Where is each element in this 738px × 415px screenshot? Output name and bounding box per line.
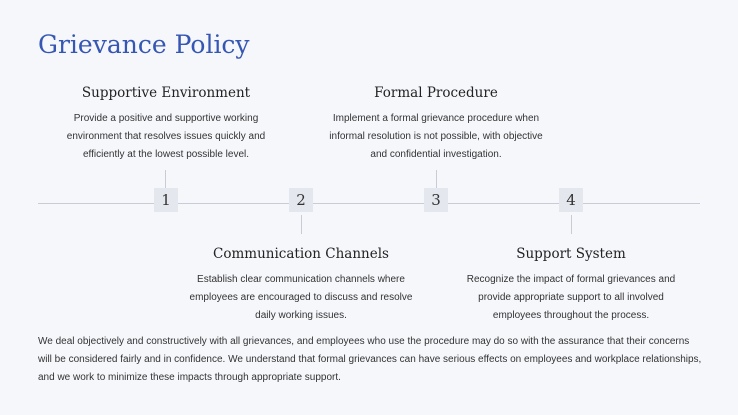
timeline-line xyxy=(38,203,700,204)
step-1-description: Provide a positive and supportive working environment that resolves issues quickly and efficiently at the lowest possible level. xyxy=(66,113,266,160)
step-number-1: 1 xyxy=(154,188,178,212)
step-4-heading: Support System xyxy=(516,246,626,262)
step-number-3: 3 xyxy=(424,188,448,212)
step-2-description: Establish clear communication channels where employees are encouraged to discuss and resolve daily working issues. xyxy=(189,274,413,321)
policy-statement: We deal objectively and constructively with all grievances, and employees who use the procedure may do so with the assurance that their concerns will be considered fairly and in confidence. We understand that formal grievances can have serious effects on employees and workplace relationships, and we work to minimize these impacts through appropriate support. xyxy=(38,336,702,383)
step-4-block xyxy=(441,245,701,325)
step-1-block xyxy=(36,84,296,164)
step-3-block xyxy=(306,84,566,164)
step-4-description: Recognize the impact of formal grievances and provide appropriate support to all involved employees throughout the process. xyxy=(466,274,676,321)
step-2-block xyxy=(171,245,431,325)
step-2-heading: Communication Channels xyxy=(213,246,389,262)
step-number-2: 2 xyxy=(289,188,313,212)
page-title: Grievance Policy xyxy=(38,30,250,59)
step-3-description: Implement a formal grievance procedure when informal resolution is not possible, with objective and confidential investigation. xyxy=(329,113,543,160)
step-number-4: 4 xyxy=(559,188,583,212)
step-1-heading: Supportive Environment xyxy=(81,85,251,101)
connector-step-4 xyxy=(571,215,572,234)
connector-step-2 xyxy=(301,215,302,234)
step-3-heading: Formal Procedure xyxy=(374,85,498,101)
